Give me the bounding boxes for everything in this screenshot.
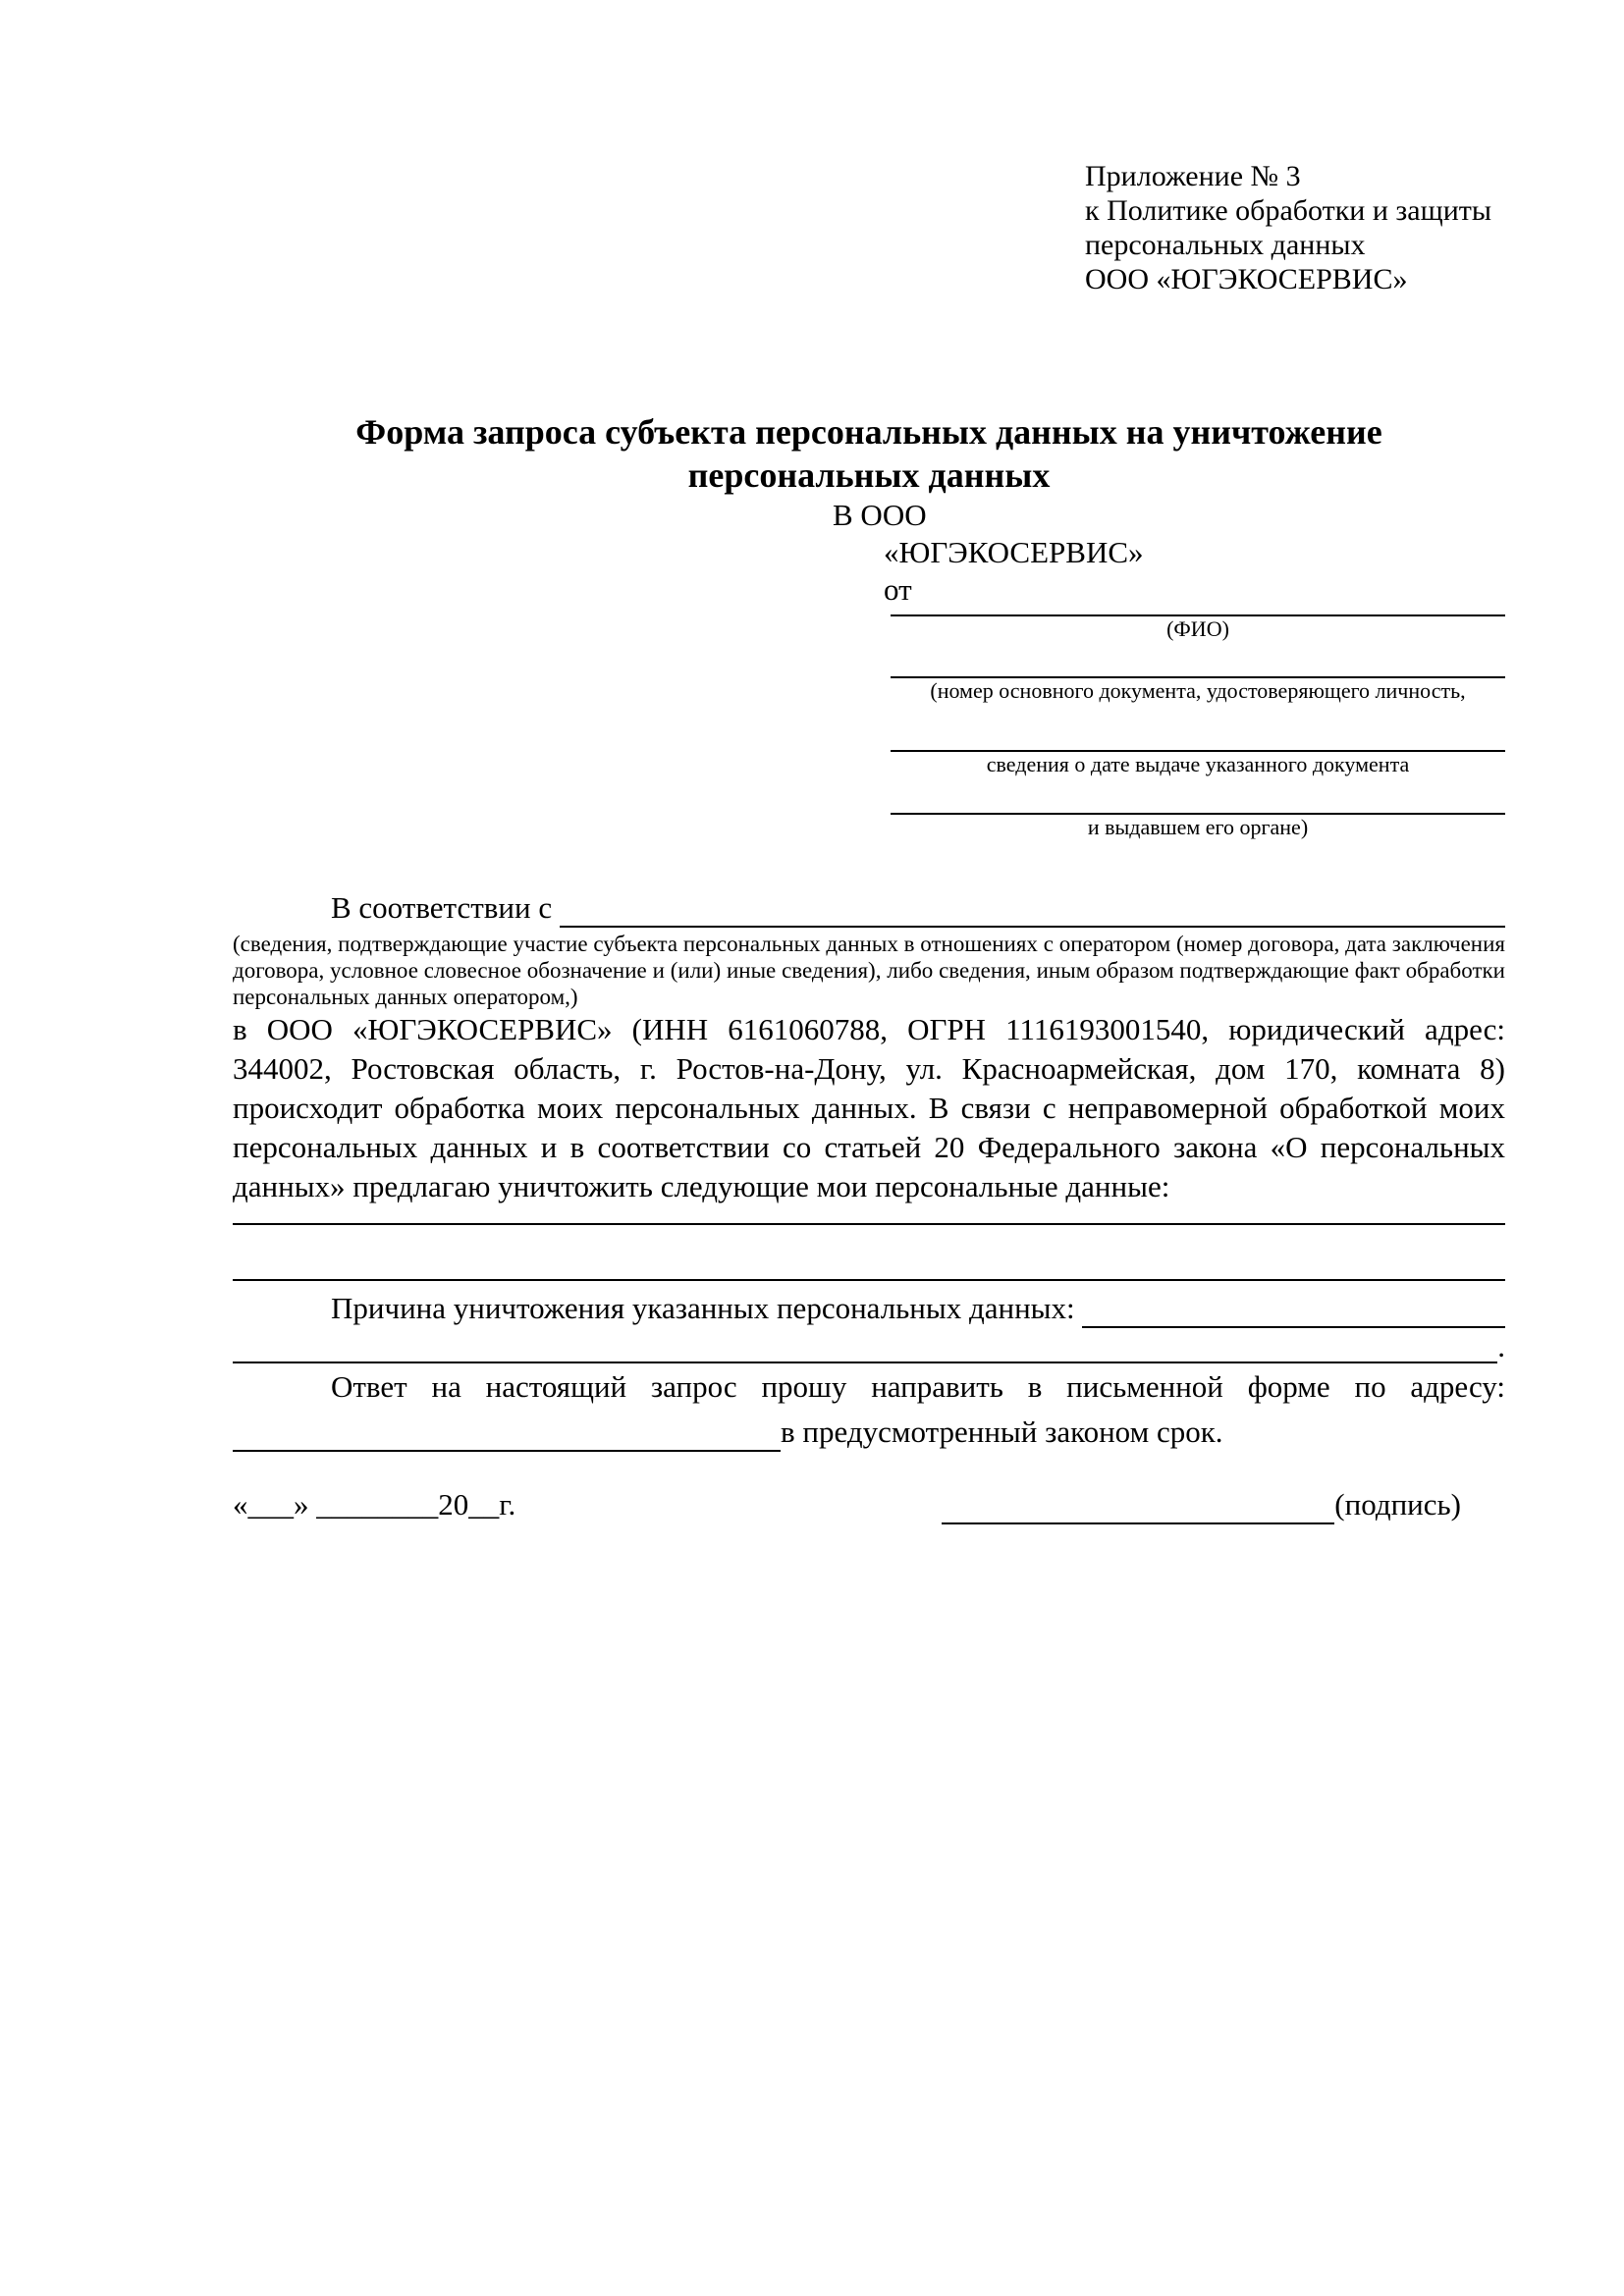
accordance-row (233, 888, 1505, 928)
signature-caption: (подпись) (1334, 1487, 1461, 1522)
body-paragraph: в ООО «ЮГЭКОСЕРВИС» (ИНН 6161060788, ОГРН 1116193001540, юридический адрес: 344002, Ростовская область, г. Ростов-на-Дону, ул. Красноармейская, дом 170, комната 8) происходит обработка моих персональных данных. В связи с неправомерной обработкой моих персональных данных и в соответствии со статьей 20 Федерального закона «О персональных данных» предлагаю уничтожить следующие мои персональные данные: (233, 1012, 1505, 1203)
addressee-company-name: «ЮГЭКОСЕРВИС» (884, 535, 1144, 569)
fio-field-caption: (ФИО) (1166, 616, 1229, 641)
reason-field-line-2-row (233, 1328, 1505, 1363)
reason-line-period: . (1497, 1329, 1505, 1363)
accordance-field-line (560, 892, 1505, 928)
issuer-field-caption: и выдавшем его органе) (1087, 815, 1309, 839)
reason-row (233, 1289, 1505, 1328)
date-field: «___» ________20__г. (233, 1487, 516, 1522)
accordance-note: (сведения, подтверждающие участие субъекта персональных данных в отношениях с оператором (номер договора, дата заключения договора, условное словесное обозначение и (или) иные сведения), либо сведения, иным образом подтверждающие факт обработки персональных данных оператором,) (233, 932, 1505, 1009)
doc-number-field-caption: (номер основного документа, удостоверяющего личность, (930, 678, 1466, 703)
reason-label: Причина уничтожения указанных персональных данных: (331, 1291, 1083, 1325)
appendix-header-line: персональных данных (1085, 229, 1366, 261)
signature-group (942, 1485, 1461, 1524)
appendix-header-line: ООО «ЮГЭКОСЕРВИС» (1085, 263, 1408, 295)
appendix-header-block (1085, 159, 1505, 296)
personal-data-field-line-1 (233, 1223, 1505, 1225)
personal-data-field-line-2 (233, 1279, 1505, 1281)
issue-date-field-caption: сведения о дате выдаче указанного документа (986, 752, 1410, 776)
signature-field-line (942, 1489, 1334, 1524)
form-title: Форма запроса субъекта персональных данных на уничтожение персональных данных (355, 412, 1382, 495)
appendix-header-line: Приложение № 3 (1085, 160, 1301, 192)
appendix-header-line: к Политике обработки и защиты (1085, 194, 1492, 227)
addressee-company-prefix: В ООО (833, 498, 927, 532)
addressee-from-label: от (884, 572, 912, 607)
addressee-block (233, 497, 1505, 609)
answer-address-row (233, 1413, 1505, 1452)
reason-field-line (1082, 1293, 1505, 1328)
address-field-line (233, 1416, 781, 1452)
accordance-lead: В соответствии с (331, 890, 560, 925)
date-signature-row (233, 1485, 1505, 1524)
answer-paragraph: Ответ на настоящий запрос прошу направить в письменной форме по адресу: (331, 1369, 1505, 1404)
answer-tail: в предусмотренный законом срок. (781, 1415, 1223, 1449)
reason-field-line-2 (233, 1328, 1497, 1363)
